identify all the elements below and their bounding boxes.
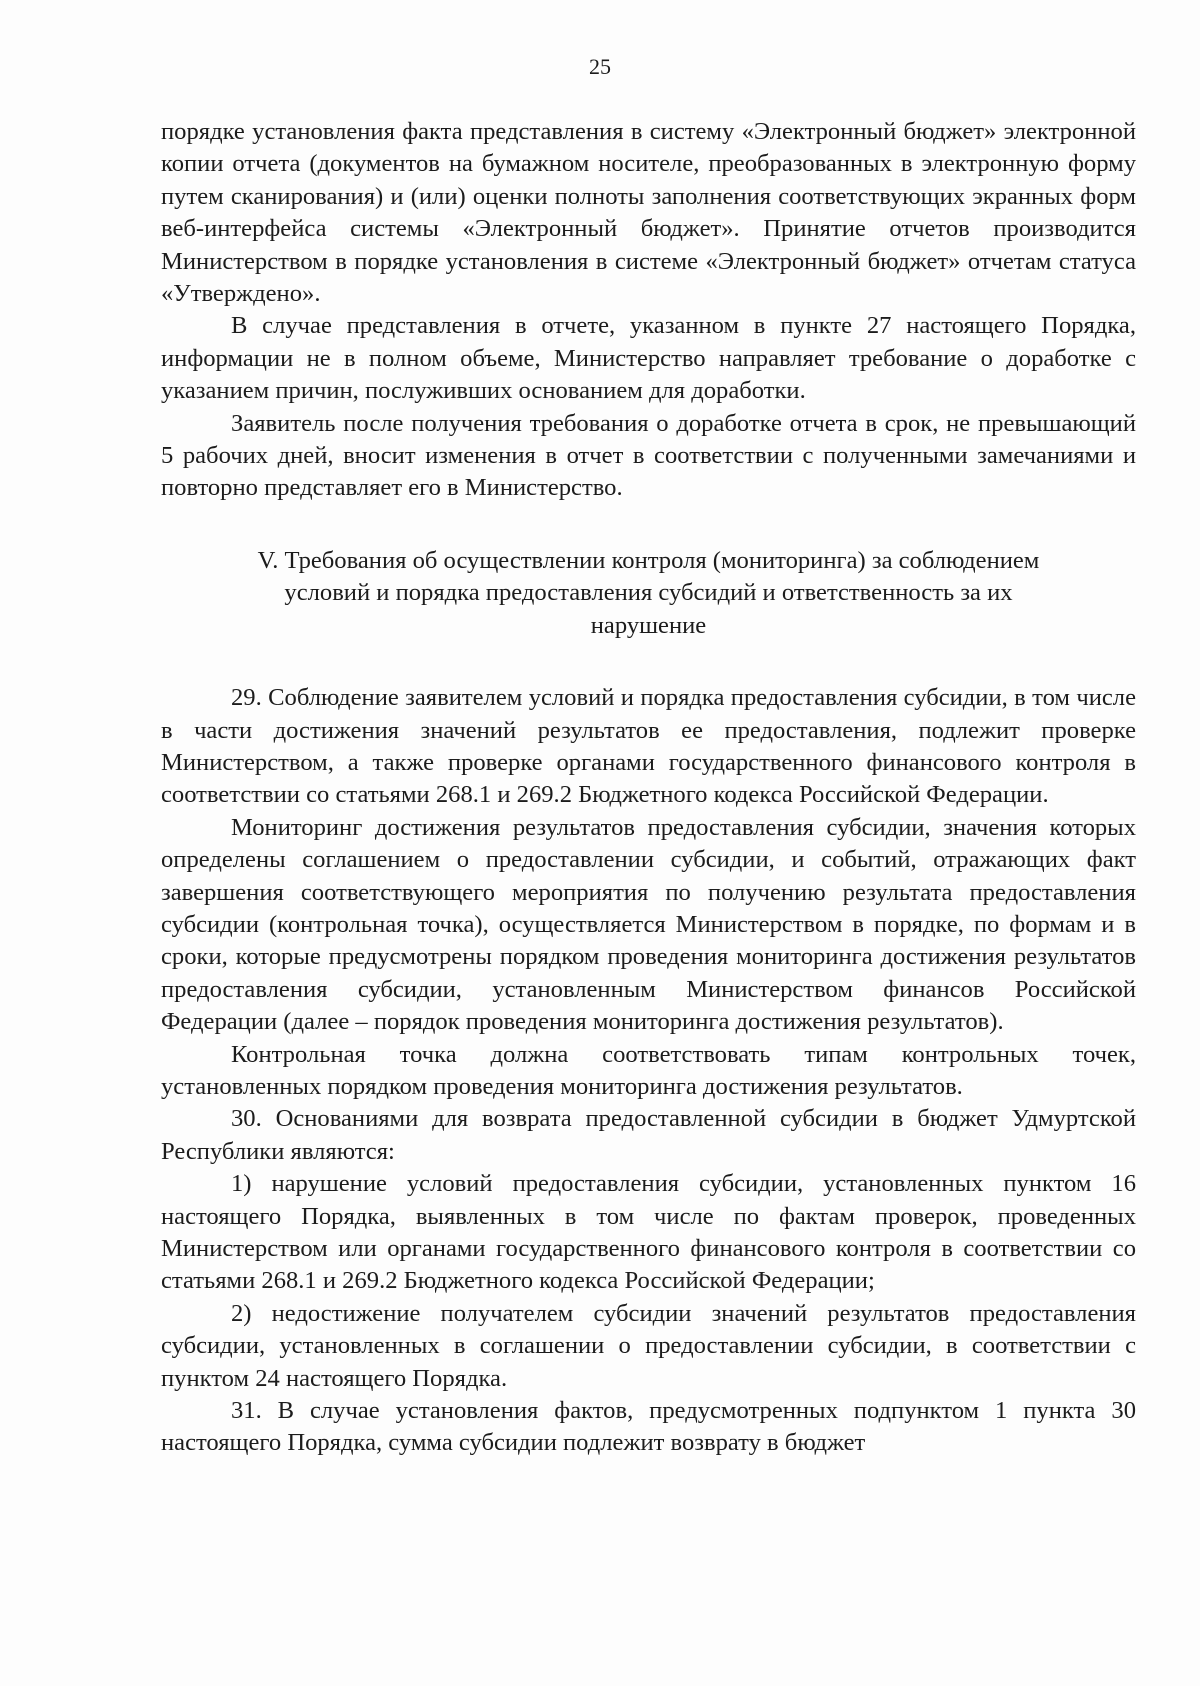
- paragraph-continuation: порядке установления факта представления в систему «Электронный бюджет» электронной копии отчета (документов на бумажном носителе, преобразованных в электронную форму путем сканирования) и (или) оценки полноты заполнения соответствующих экранных форм веб-интерфейса системы «Электронный бюджет». Принятие отчетов производится Министерством в порядке установления в системе «Электронный бюджет» отчетам статуса «Утверждено».: [161, 118, 1136, 308]
- paragraph-monitoring: Мониторинг достижения результатов предоставления субсидии, значения которых определены соглашением о предоставлении субсидии, и событий, отражающих факт завершения соответствующего мероприятия по получению результата предоставления субсидии (контрольная точка), осуществляется Министерством в порядке, по формам и в сроки, которые предусмотрены порядком проведения мониторинга достижения результатов предоставления субсидии, установленным Министерством финансов Российской Федерации (далее – порядок проведения мониторинга достижения результатов).: [161, 813, 1136, 1036]
- paragraph-item-29: 29. Соблюдение заявителем условий и порядка предоставления субсидии, в том числе в части достижения значений результатов ее предоставления, подлежит проверке Министерством, а также проверке органами государственного финансового контроля в соответствии со статьями 268.1 и 269.2 Бюджетного кодекса Российской Федерации.: [161, 684, 1136, 809]
- paragraph-control-point: Контрольная точка должна соответствовать типам контрольных точек, установленных порядком проведения мониторинга достижения результатов.: [161, 1040, 1136, 1100]
- paragraph-item-30: 30. Основаниями для возврата предоставленной субсидии в бюджет Удмуртской Республики являются:: [161, 1105, 1136, 1165]
- paragraph-item-30-sub-2: 2) недостижение получателем субсидии значений результатов предоставления субсидии, установленных в соглашении о предоставлении субсидии, в соответствии с пунктом 24 настоящего Порядка.: [161, 1299, 1136, 1392]
- paragraph-applicant-revision: Заявитель после получения требования о доработке отчета в срок, не превышающий 5 рабочих дней, вносит изменения в отчет в соответствии с полученными замечаниями и повторно представляет его в Министерство.: [161, 409, 1136, 502]
- document-body: [161, 116, 1136, 1460]
- paragraph-item-30-sub-1: 1) нарушение условий предоставления субсидии, установленных пунктом 16 настоящего Порядка, выявленных в том числе по фактам проверок, проведенных Министерством или органами государственного финансового контроля в соответствии со статьями 268.1 и 269.2 Бюджетного кодекса Российской Федерации;: [161, 1170, 1136, 1295]
- section-heading: V. Требования об осуществлении контроля (мониторинга) за соблюдением условий и порядка предоставления субсидий и ответственность за их нарушение: [257, 546, 1040, 639]
- paragraph-item-31: 31. В случае установления фактов, предусмотренных подпунктом 1 пункта 30 настоящего Порядка, сумма субсидии подлежит возврату в бюджет: [161, 1397, 1136, 1457]
- page-number: 25: [589, 54, 611, 79]
- paragraph-incomplete-report: В случае представления в отчете, указанном в пункте 27 настоящего Порядка, информации не в полном объеме, Министерство направляет требование о доработке с указанием причин, послуживших основанием для доработки.: [161, 312, 1136, 405]
